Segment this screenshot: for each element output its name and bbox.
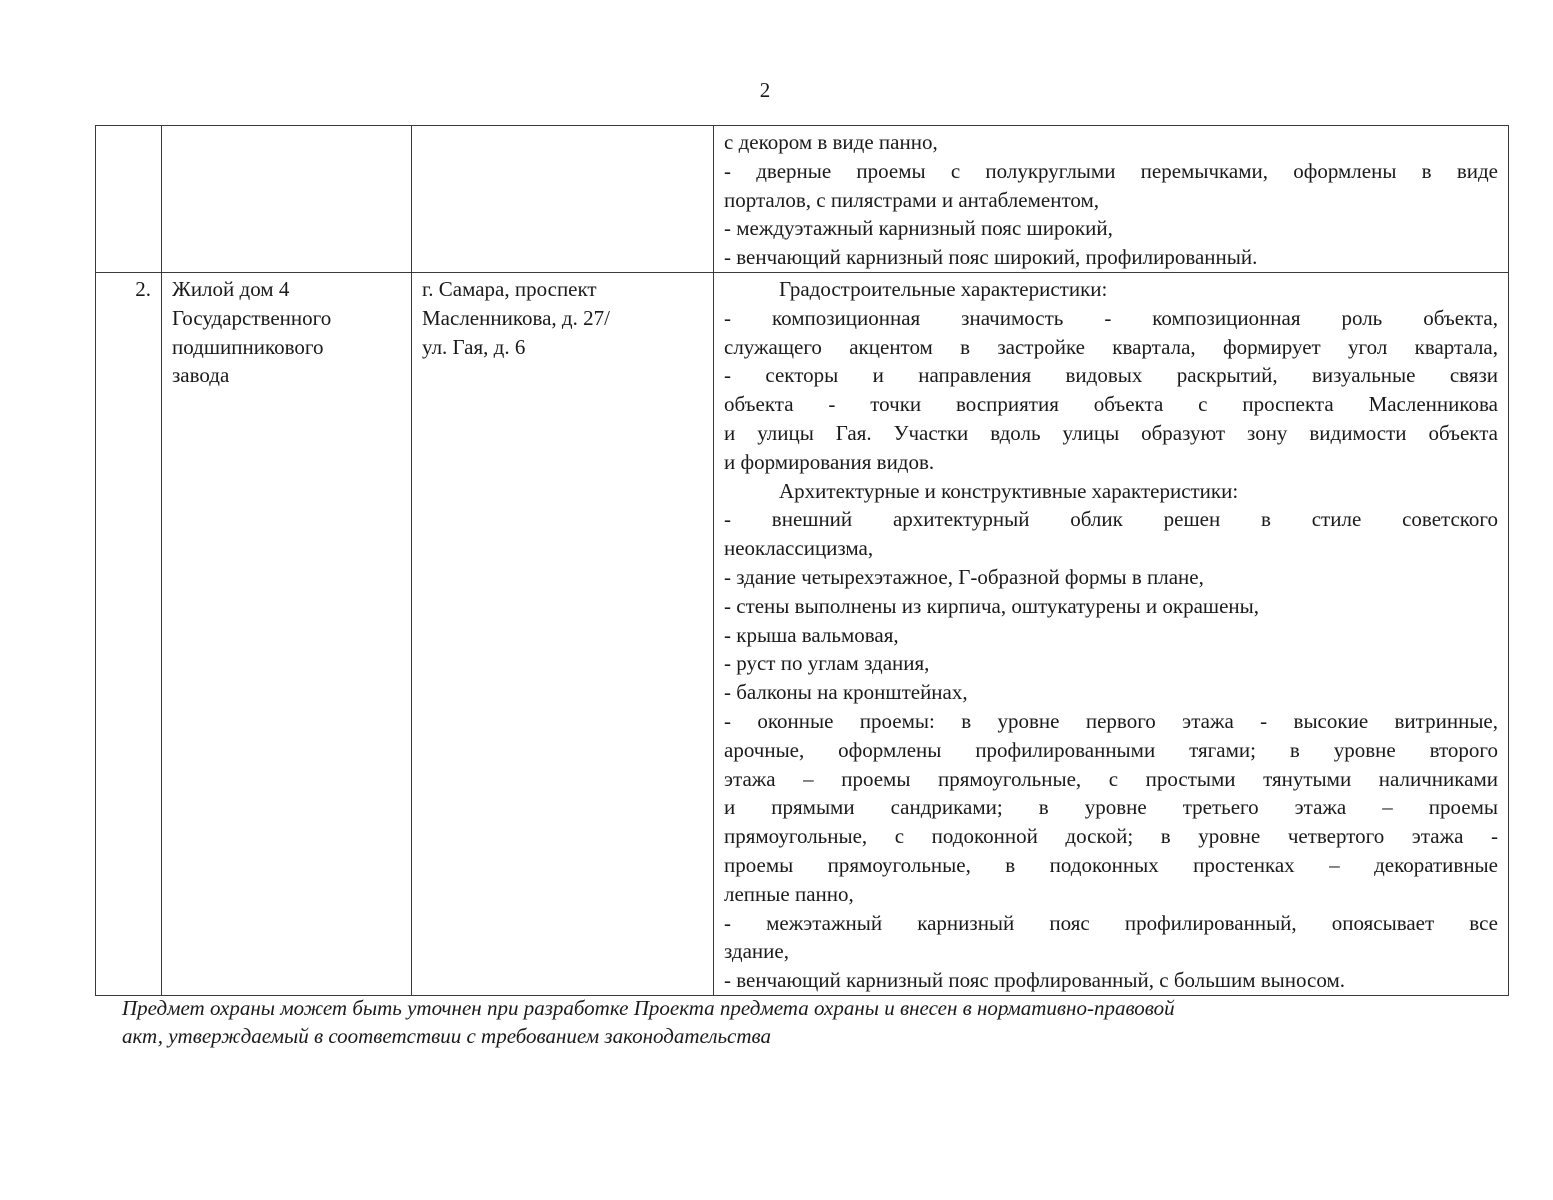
description-line: арочные, оформлены профилированными тягами; в уровне второго (724, 737, 1498, 762)
description-line: - балконы на кронштейнах, (724, 680, 968, 705)
address-line: г. Самара, проспект (422, 276, 597, 301)
protected-objects-table (95, 125, 1509, 996)
table-row-2 (96, 272, 1509, 995)
description-line: - крыша вальмовая, (724, 622, 899, 647)
cell-name (162, 126, 412, 273)
description-line: этажа – проемы прямоугольные, с простыми тянутыми наличниками (724, 766, 1498, 791)
description-line: объекта - точки восприятия объекта с проспекта Масленникова (724, 392, 1498, 417)
name-line: подшипникового (172, 334, 324, 359)
description-line: служащего акцентом в застройке квартала, формирует угол квартала, (724, 334, 1498, 359)
description-line: с декором в виде панно, (724, 130, 938, 154)
description-line: здание, (724, 939, 789, 964)
description-line: проемы прямоугольные, в подоконных простенках – декоративные (724, 852, 1498, 877)
footnote-line: Предмет охраны может быть уточнен при разработке Проекта предмета охраны и внесен в нормативно-правовой (122, 996, 1175, 1020)
description-line: - межэтажный карнизный пояс профилированный, опоясывает все (724, 910, 1498, 935)
cell-name (162, 272, 412, 995)
description-line: и улицы Гая. Участки вдоль улицы образуют зону видимости объекта (724, 420, 1498, 445)
section-heading: Архитектурные и конструктивные характеристики: (779, 478, 1239, 503)
address-line: ул. Гая, д. 6 (422, 334, 526, 359)
cell-description (714, 126, 1509, 273)
description-line: и формирования видов. (724, 449, 935, 474)
cell-number: 2. (96, 272, 162, 995)
description-line: - секторы и направления видовых раскрытий, визуальные связи (724, 363, 1498, 388)
description-line: лепные панно, (724, 881, 854, 906)
description-line: прямоугольные, с подоконной доской; в уровне четвертого этажа - (724, 824, 1498, 849)
description-line: и прямыми сандриками; в уровне третьего этажа – проемы (724, 795, 1498, 820)
cell-address (412, 272, 714, 995)
name-line: завода (172, 363, 230, 388)
address-line: Масленникова, д. 27/ (422, 305, 610, 330)
section-heading: Градостроительные характеристики: (779, 276, 1108, 301)
description-line: - стены выполнены из кирпича, оштукатурены и окрашены, (724, 593, 1260, 618)
footnote-line: акт, утверждаемый в соответствии с требованием законодательства (122, 1024, 771, 1048)
description-line: - венчающий карнизный пояс широкий, профилированный. (724, 245, 1258, 270)
name-line: Жилой дом 4 (172, 276, 290, 301)
cell-number (96, 126, 162, 273)
description-line: порталов, с пилястрами и антаблементом, (724, 187, 1099, 212)
description-line: - внешний архитектурный облик решен в стиле советского (724, 507, 1498, 532)
description-line: - междуэтажный карнизный пояс широкий, (724, 216, 1113, 241)
cell-description (714, 272, 1509, 995)
page-number: 2 (759, 78, 771, 102)
description-line: - оконные проемы: в уровне первого этажа - высокие витринные, (724, 708, 1498, 733)
description-line: - венчающий карнизный пояс профлированный, с большим выносом. (724, 968, 1345, 993)
description-line: - композиционная значимость - композиционная роль объекта, (724, 305, 1498, 330)
description-line: - здание четырехэтажное, Г-образной формы в плане, (724, 564, 1204, 589)
description-line: - дверные проемы с полукруглыми перемычками, оформлены в виде (724, 158, 1498, 183)
table-row-continued (96, 126, 1509, 273)
name-line: Государственного (172, 305, 332, 330)
footnote (122, 994, 1422, 1050)
description-line: неоклассицизма, (724, 536, 874, 561)
cell-address (412, 126, 714, 273)
description-line: - руст по углам здания, (724, 651, 930, 676)
